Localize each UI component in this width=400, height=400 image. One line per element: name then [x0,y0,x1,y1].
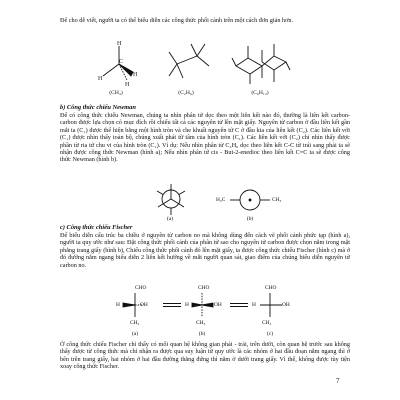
fischer-c-cho: CHO [265,285,277,291]
fischer-a-h: H [116,302,120,308]
newman-projection-a [154,182,188,216]
cyclohexane-structure [230,40,290,86]
fischer-label-a: (a) [131,331,139,337]
section-c-heading: c) Công thức chiếu Fischer [60,224,133,231]
section-c-paragraph: Để biểu diễn cấu trúc ba chiều ở nguyên tử carbon no mà không dùng đến cách vẽ phối cảnh phức tạp (hình a), người ta quy ước như sau: Đặt công thức phối cảnh của phân tử sao cho nguyên tử carbon được chọn nằm trong mặt phẳng trang giấy (hình b), Chiếu công thức phối cảnh đó lên mặt giấy, ta được công thức chiếu Fischer (hình c) mà ở đó đường nằm ngang biểu diễn 2 liên kết hướng về mắt người quan sát, giao điểm của chúng biểu diễn nguyên tử carbon no. [60,232,350,269]
label-c2h6: (C₂H₆) [178,90,194,96]
newman-label-a: (a) [166,216,174,222]
newman-h3c: H₃C [216,197,226,203]
fischer-b-h: H [185,302,189,308]
fischer-structure-a [115,291,155,321]
fischer-a-oh: OH [140,302,148,308]
fischer-label-b: (b) [198,331,206,337]
equiv-arrow-2 [230,302,248,308]
label-c6h12: (C₆H₁₂) [251,90,269,96]
section-b-paragraph: Để có công thức chiếu Newman, chúng ta nhìn phân tử dọc theo một liên kết nào đó, thường là liên kết carbon-carbon được lựa chọn có mục đích rồi chiếu tất cả các nguyên tử lên mặt giấy. Nguyên tử carbon ở đầu liên kết gần mắt ta (C₁) được thể hiện bằng một hình tròn và che khuất nguyên tử C ở đầu kia của liên kết (C₂). Các liên kết với (C₁) được nhìn thấy toàn bộ, chúng xuất phát từ tâm của hình tròn (C₁). Các liên kết với (C₂) chỉ nhìn thấy được phần từ ria tử chu vi của hình tròn (C₁). Ví dụ: Nếu nhìn phân tử C₂H₆ dọc theo liên kết C-C từ trái sang phải ta sẽ nhận được công thức Newman (hình a); Nếu nhìn phân tử cis - But-2-enedioc theo liên kết C=C ta sẽ được công thức Newman (hình b). [60,112,350,164]
svg-text:C: C [119,59,124,65]
fischer-b-cho: CHO [198,285,210,291]
svg-text:H: H [125,82,130,88]
fischer-a-cho: CHO [135,285,147,291]
fischer-label-c: (c) [266,331,274,337]
fischer-b-oh: OH [214,302,222,308]
newman-projection-b [230,186,270,214]
page-number: 7 [336,377,340,385]
newman-label-b: (b) [246,216,254,222]
equiv-arrow-1 [163,302,181,308]
fischer-structure-b [186,291,216,321]
fischer-b-ch3: CH₃ [196,320,206,326]
closing-paragraph: Ở công thức chiếu Fischer chỉ thấy có mối quan hệ không gian phải - trái, trên dưới, còn quan hệ trước sau không thấy được từ công thức mà chỉ nhận ra được qua suy luận từ quy ước là các nhóm ở hai đầu đoạn nằm ngang thì ở bên trên trang giấy, hai nhóm ở hai đầu đường thẳng đứng thì nằm ở dưới trang giấy. Vì thế, không được tùy tiện xoay công thức Fischer. [60,341,350,371]
svg-text:H: H [133,72,138,78]
fischer-a-ch3: CH₃ [130,320,140,326]
fischer-c-h: H [252,302,256,308]
ethane-structure [163,40,213,82]
fischer-structure-c [254,291,284,321]
svg-text:H: H [117,41,122,47]
label-ch4: (CH₄) [109,90,123,96]
methane-structure [95,42,145,86]
fischer-c-ch3: CH₃ [262,320,272,326]
fischer-c-oh: OH [282,302,290,308]
svg-text:H: H [98,76,103,82]
section-b-heading: b) Công thức chiếu Newman [60,104,136,111]
intro-paragraph: Để cho dễ viết, người ta có thể biểu diễn các công thức phối cảnh trên một cách đơn giản hơn. [60,17,294,24]
newman-ch3: CH₃ [272,197,282,203]
